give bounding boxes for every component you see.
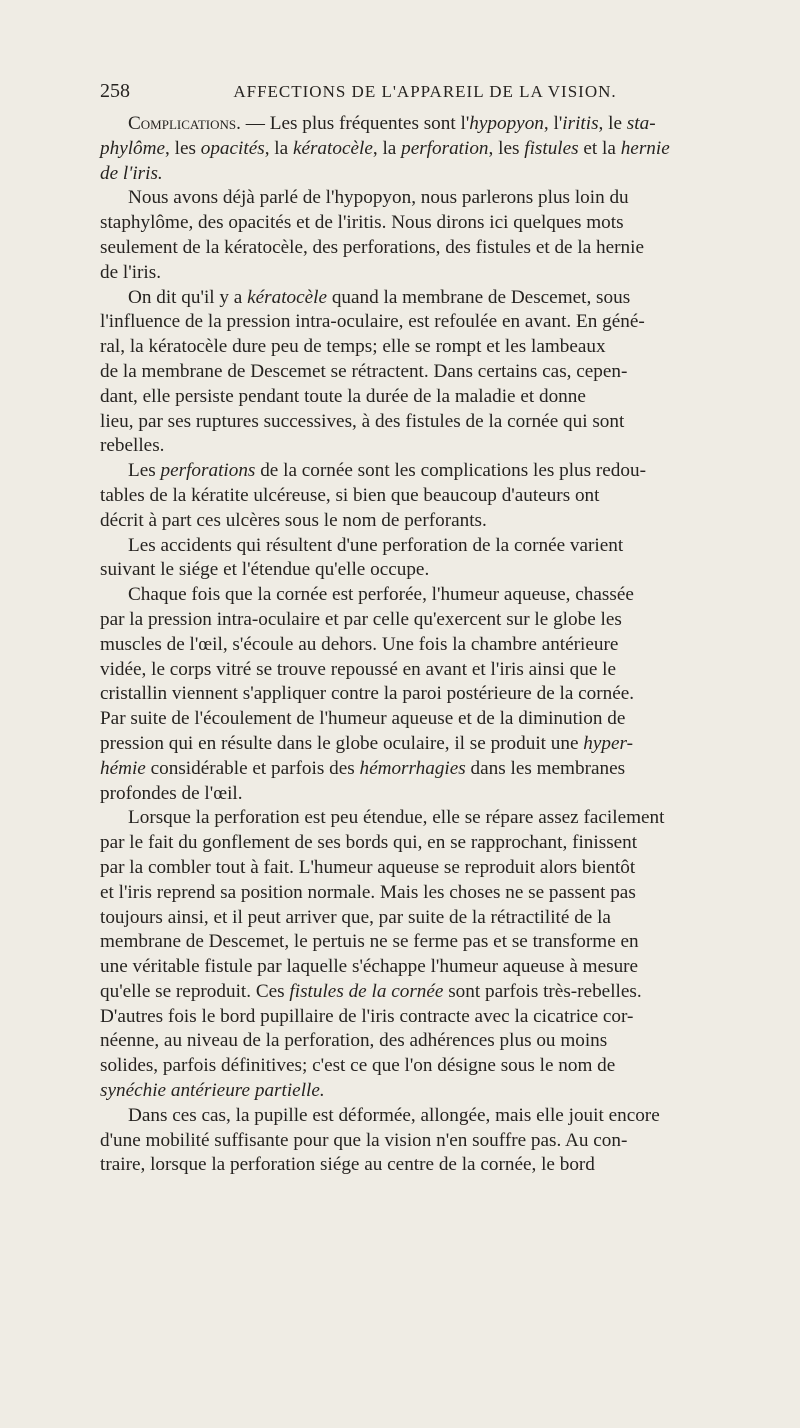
text-line: suivant le siége et l'étendue qu'elle occupe. — [100, 559, 430, 581]
text-line: synéchie antérieure partielle. — [100, 1080, 325, 1102]
text-line: Complications. — Les plus fréquentes sont l'hypopyon, l'iritis, le sta- — [128, 113, 656, 134]
text-line: qu'elle se reproduit. Ces fistules de la cornée sont parfois très-rebelles. — [100, 980, 642, 1002]
text-line: de la membrane de Descemet se rétractent. Dans certains cas, cepen- — [100, 360, 628, 382]
text-line: D'autres fois le bord pupillaire de l'iris contracte avec la cicatrice cor- — [100, 1005, 634, 1027]
text-line: pression qui en résulte dans le globe oculaire, il se produit une hyper- — [100, 732, 633, 754]
text-line: On dit qu'il y a kératocèle quand la membrane de Descemet, sous — [128, 286, 631, 308]
text-line: seulement de la kératocèle, des perforations, des fistules et de la hernie — [100, 236, 644, 258]
text-line: par le fait du gonflement de ses bords qui, en se rapprochant, finissent — [100, 832, 638, 854]
text-line: rebelles. — [100, 435, 165, 457]
text-line: par la combler tout à fait. L'humeur aqueuse se reproduit alors bientôt — [100, 856, 636, 878]
text-line: et l'iris reprend sa position normale. Mais les choses ne se passent pas — [100, 881, 636, 903]
text-line: tables de la kératite ulcéreuse, si bien que beaucoup d'auteurs ont — [100, 484, 600, 506]
text-line: Nous avons déjà parlé de l'hypopyon, nous parlerons plus loin du — [128, 187, 629, 209]
text-line: vidée, le corps vitré se trouve repoussé en avant et l'iris ainsi que le — [100, 658, 617, 680]
page-header — [100, 80, 750, 110]
text-line: profondes de l'œil. — [100, 782, 243, 804]
text-line: Chaque fois que la cornée est perforée, l'humeur aqueuse, chassée — [128, 584, 634, 606]
text-line: Les accidents qui résultent d'une perforation de la cornée varient — [128, 534, 624, 556]
text-line: staphylôme, des opacités et de l'iritis. Nous dirons ici quelques mots — [100, 212, 624, 234]
text-line: l'influence de la pression intra-oculaire, est refoulée en avant. En géné- — [100, 311, 645, 333]
text-line: membrane de Descemet, le pertuis ne se ferme pas et se transforme en — [100, 931, 639, 953]
text-line: lieu, par ses ruptures successives, à des fistules de la cornée qui sont — [100, 410, 625, 432]
text-line: phylôme, les opacités, la kératocèle, la perforation, les fistules et la hernie — [100, 137, 670, 159]
text-line: de l'iris. — [100, 162, 163, 184]
running-title: AFFECTIONS DE L'APPAREIL DE LA VISION. — [233, 82, 617, 101]
text-line: hémie considérable et parfois des hémorrhagies dans les membranes — [100, 757, 626, 779]
text-line: décrit à part ces ulcères sous le nom de perforants. — [100, 509, 487, 531]
text-line: Par suite de l'écoulement de l'humeur aqueuse et de la diminution de — [100, 708, 626, 730]
text-line: une véritable fistule par laquelle s'échappe l'humeur aqueuse à mesure — [100, 956, 639, 978]
text-line: Dans ces cas, la pupille est déformée, allongée, mais elle jouit encore — [128, 1104, 660, 1126]
text-line: d'une mobilité suffisante pour que la vision n'en souffre pas. Au con- — [100, 1129, 628, 1151]
text-line: traire, lorsque la perforation siége au centre de la cornée, le bord — [100, 1154, 595, 1176]
body-text — [100, 112, 800, 1178]
text-line: Les perforations de la cornée sont les complications les plus redou- — [128, 460, 646, 482]
text-line: Lorsque la perforation est peu étendue, elle se répare assez facilement — [128, 807, 665, 829]
text-line: par la pression intra-oculaire et par celle qu'exercent sur le globe les — [100, 608, 622, 630]
text-line: toujours ainsi, et il peut arriver que, par suite de la rétractilité de la — [100, 906, 611, 928]
text-line: ral, la kératocèle dure peu de temps; elle se rompt et les lambeaux — [100, 336, 606, 358]
text-line: dant, elle persiste pendant toute la durée de la maladie et donne — [100, 385, 586, 407]
text-line: muscles de l'œil, s'écoule au dehors. Une fois la chambre antérieure — [100, 633, 619, 655]
text-line: de l'iris. — [100, 261, 162, 283]
text-line: cristallin viennent s'appliquer contre la paroi postérieure de la cornée. — [100, 683, 635, 705]
section-heading: Complications. — [128, 113, 241, 134]
text-line: néenne, au niveau de la perforation, des adhérences plus ou moins — [100, 1030, 608, 1052]
text-line: solides, parfois définitives; c'est ce que l'on désigne sous le nom de — [100, 1055, 616, 1077]
page-number: 258 — [100, 80, 130, 102]
